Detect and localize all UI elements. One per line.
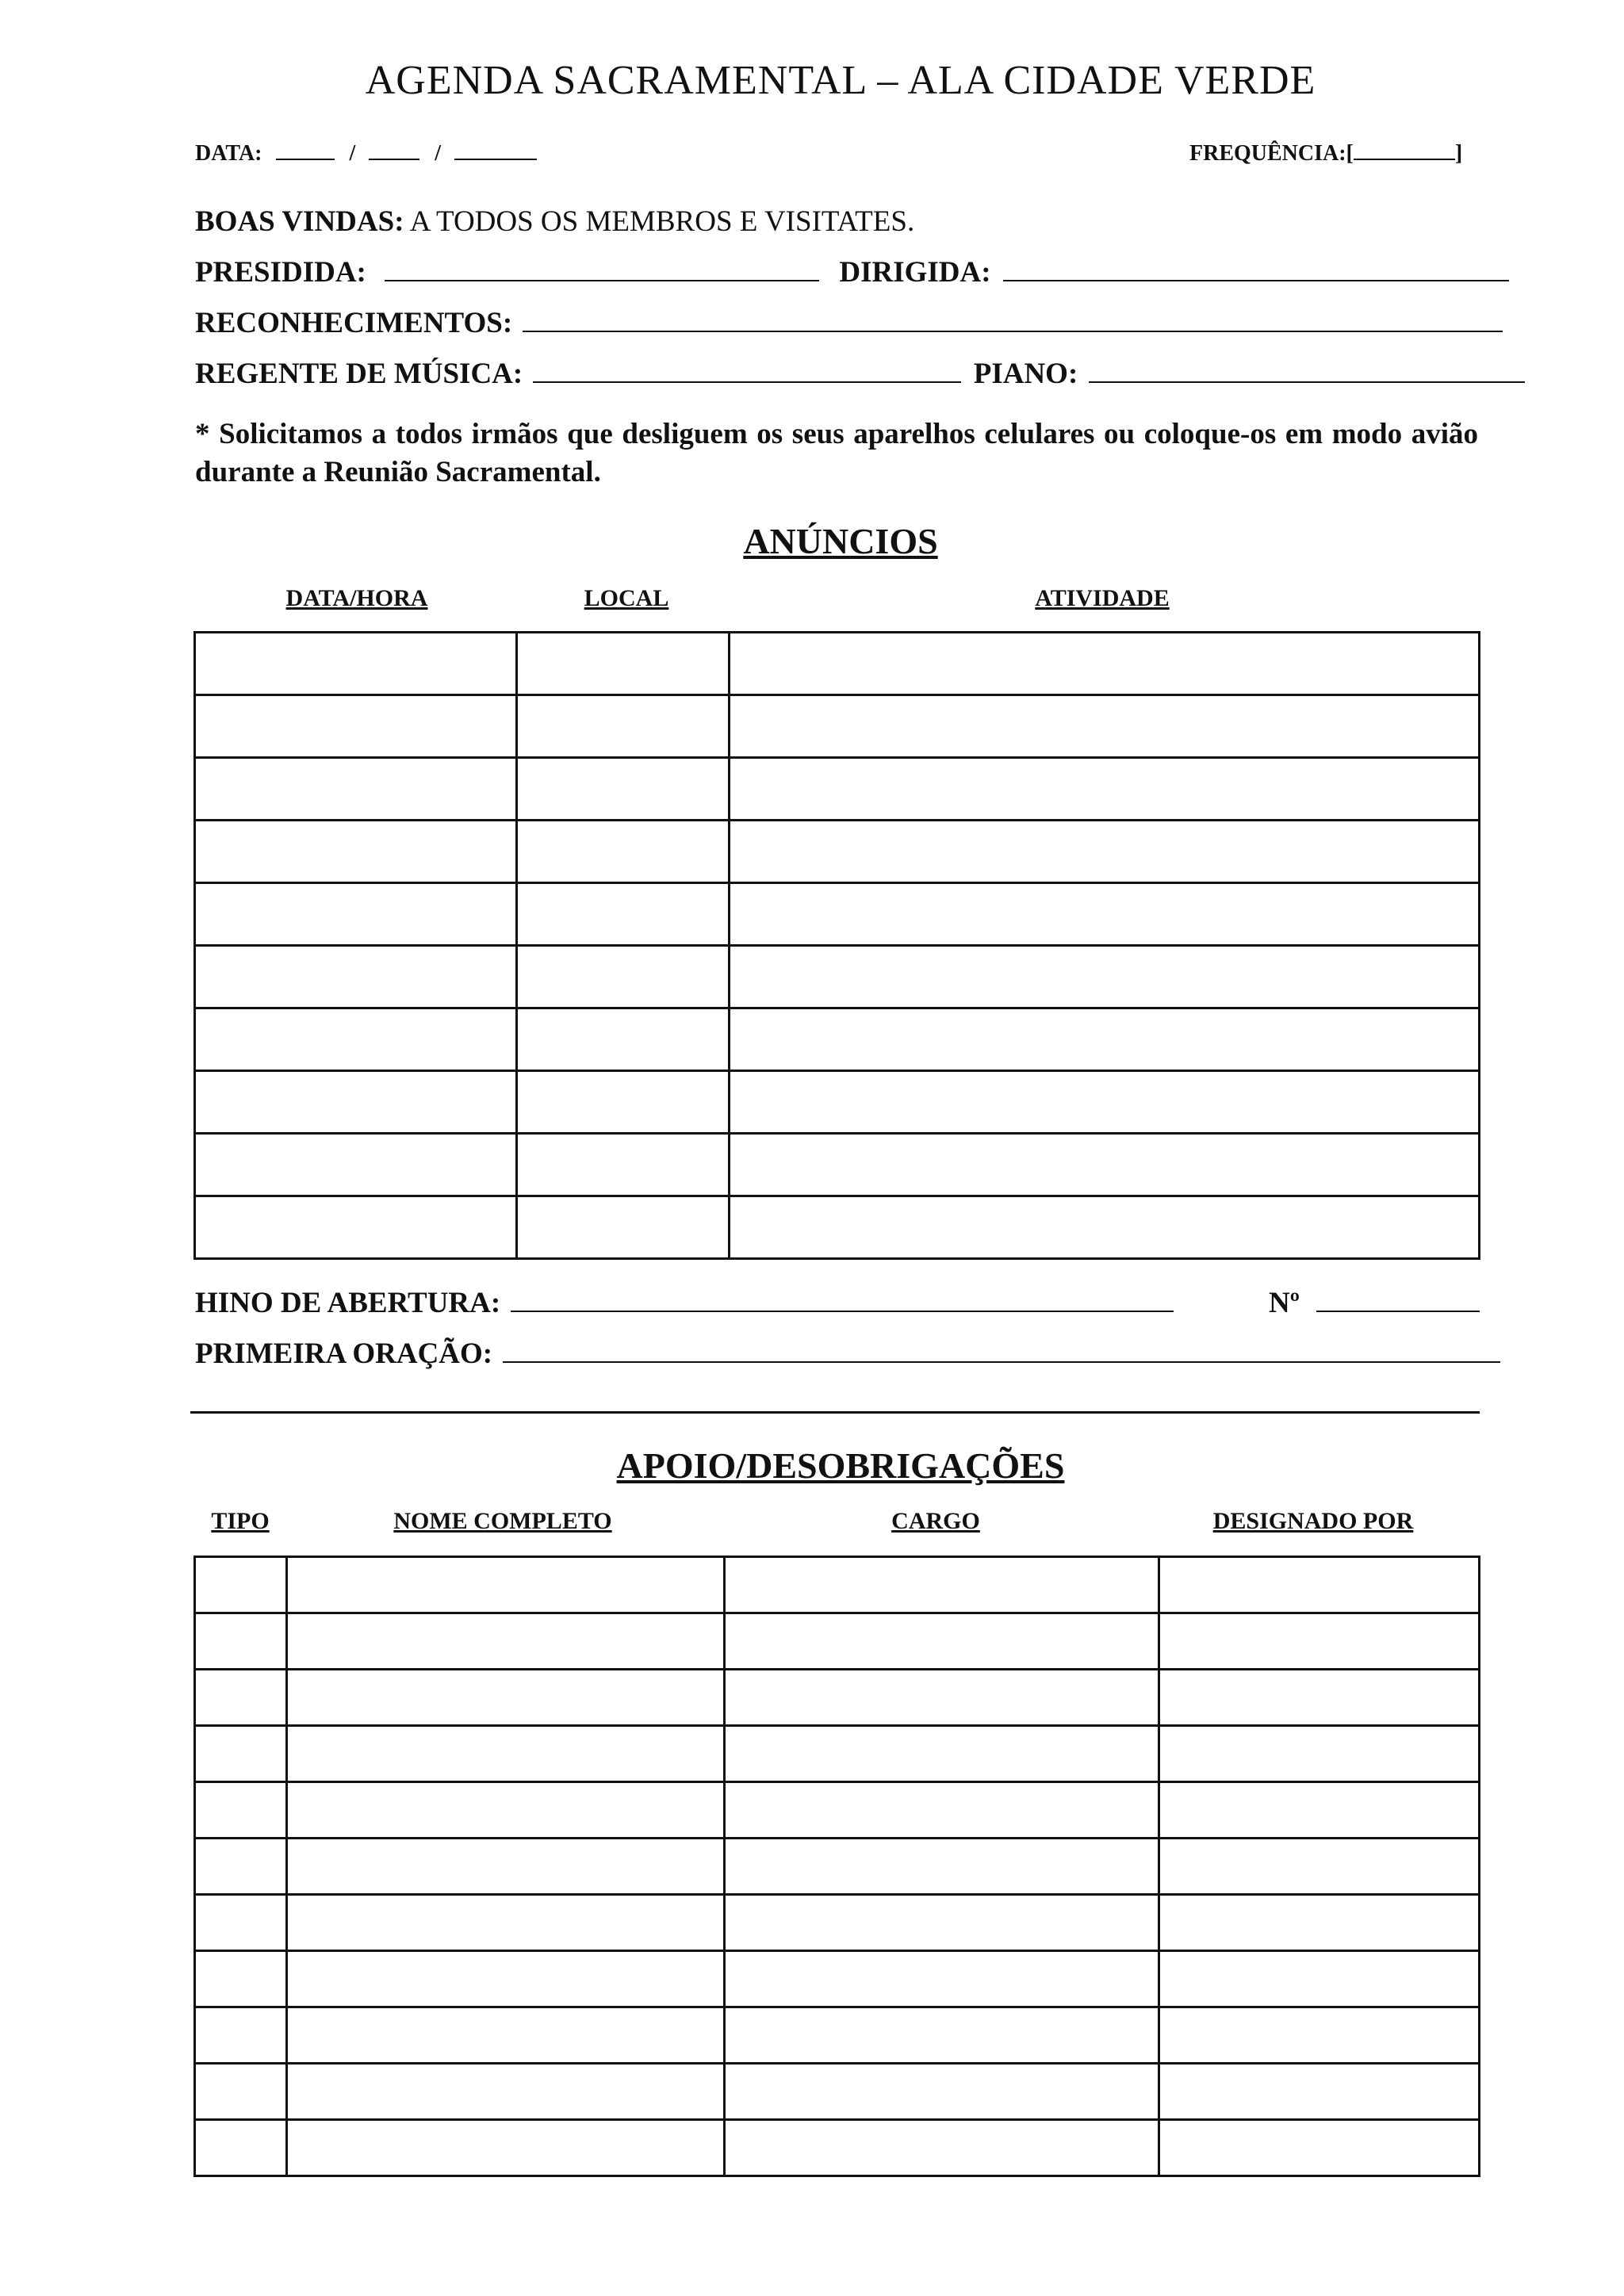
announcement-row — [195, 821, 1480, 883]
date-month-field[interactable] — [369, 158, 419, 160]
sustaining-cell[interactable] — [287, 1557, 725, 1613]
opening-hymn-line — [195, 1286, 1174, 1320]
sustaining-cell[interactable] — [725, 1726, 1159, 1782]
announcement-cell[interactable] — [195, 821, 517, 883]
recognitions-field[interactable] — [523, 330, 1503, 332]
sustaining-cell[interactable] — [287, 2120, 725, 2176]
announcement-cell[interactable] — [730, 1196, 1480, 1259]
sustaining-row — [195, 1726, 1480, 1782]
presided-field[interactable] — [385, 279, 819, 281]
announcement-cell[interactable] — [195, 883, 517, 946]
directed-field[interactable] — [1003, 279, 1509, 281]
sustaining-row — [195, 1895, 1480, 1951]
sustaining-cell[interactable] — [725, 1782, 1159, 1839]
announcement-cell[interactable] — [517, 758, 730, 821]
page-title: AGENDA SACRAMENTAL – ALA CIDADE VERDE — [365, 58, 1316, 103]
sustaining-cell[interactable] — [195, 1726, 287, 1782]
sustaining-cell[interactable] — [725, 1839, 1159, 1895]
welcome-line — [195, 205, 914, 239]
announcement-cell[interactable] — [517, 883, 730, 946]
announcement-cell[interactable] — [730, 1008, 1480, 1071]
music-leader-label: REGENTE DE MÚSICA: — [195, 358, 523, 390]
announcement-row — [195, 1008, 1480, 1071]
announcement-cell[interactable] — [195, 1071, 517, 1134]
sustaining-cell[interactable] — [195, 2007, 287, 2064]
sustaining-row — [195, 2064, 1480, 2120]
date-day-field[interactable] — [276, 158, 335, 160]
announcement-cell[interactable] — [730, 1134, 1480, 1196]
sustaining-row — [195, 1782, 1480, 1839]
announcement-cell[interactable] — [195, 1134, 517, 1196]
sustaining-cell[interactable] — [287, 2064, 725, 2120]
announcement-row — [195, 758, 1480, 821]
date-separator: / — [435, 141, 442, 166]
sustaining-cell[interactable] — [195, 1951, 287, 2007]
announcement-cell[interactable] — [517, 1196, 730, 1259]
sustaining-cell[interactable] — [1159, 2007, 1480, 2064]
announcement-cell[interactable] — [730, 633, 1480, 695]
piano-field[interactable] — [1089, 381, 1525, 383]
col-header-activity: ATIVIDADE — [1035, 585, 1170, 611]
announcement-row — [195, 1196, 1480, 1259]
sustaining-cell[interactable] — [1159, 1726, 1480, 1782]
phone-notice: * Solicitamos a todos irmãos que desliguem os seus aparelhos celulares ou coloque-os em modo avião durante a Reunião Sacramental. — [195, 418, 1478, 488]
sustaining-cell[interactable] — [195, 1782, 287, 1839]
sustaining-cell[interactable] — [725, 2120, 1159, 2176]
announcements-table — [193, 631, 1480, 1260]
sustaining-cell[interactable] — [287, 1782, 725, 1839]
sustaining-cell[interactable] — [287, 2007, 725, 2064]
hymn-number-field[interactable] — [1316, 1310, 1480, 1312]
sustaining-cell[interactable] — [725, 2064, 1159, 2120]
announcement-cell[interactable] — [730, 758, 1480, 821]
sustaining-table — [193, 1556, 1480, 2177]
col-header-full-name: NOME COMPLETO — [393, 1508, 612, 1534]
date-label: DATA: — [195, 141, 262, 166]
sustaining-cell[interactable] — [287, 1951, 725, 2007]
music-line — [195, 357, 1525, 391]
sustaining-cell[interactable] — [287, 1726, 725, 1782]
first-prayer-label: PRIMEIRA ORAÇÃO: — [195, 1337, 493, 1370]
col-header-assigned-by: DESIGNADO POR — [1212, 1508, 1414, 1534]
announcement-cell[interactable] — [517, 633, 730, 695]
recognitions-label: RECONHECIMENTOS: — [195, 307, 513, 339]
frequency-field[interactable] — [1354, 158, 1455, 160]
announcement-cell[interactable] — [517, 1134, 730, 1196]
date-row — [195, 141, 537, 166]
sustaining-cell[interactable] — [287, 1839, 725, 1895]
sustaining-cell[interactable] — [195, 1895, 287, 1951]
sustaining-row — [195, 1670, 1480, 1726]
announcement-cell[interactable] — [517, 946, 730, 1008]
announcement-cell[interactable] — [517, 1071, 730, 1134]
directed-label: DIRIGIDA: — [839, 256, 991, 289]
sustaining-cell[interactable] — [725, 1895, 1159, 1951]
announcement-cell[interactable] — [730, 821, 1480, 883]
frequency-row — [1189, 141, 1462, 166]
sustaining-cell[interactable] — [725, 1670, 1159, 1726]
sustaining-cell[interactable] — [195, 2064, 287, 2120]
sustaining-heading: APOIO/DESOBRIGAÇÕES — [616, 1445, 1065, 1486]
frequency-label: FREQUÊNCIA:[ — [1189, 141, 1354, 166]
sustaining-cell[interactable] — [195, 1839, 287, 1895]
col-header-calling: CARGO — [891, 1508, 980, 1534]
welcome-label: BOAS VINDAS: — [195, 205, 404, 238]
sustaining-cell[interactable] — [725, 1557, 1159, 1613]
opening-hymn-label: HINO DE ABERTURA: — [195, 1287, 501, 1319]
welcome-text: A TODOS OS MEMBROS E VISITATES. — [409, 205, 915, 238]
hymn-number-label: Nº — [1269, 1287, 1300, 1319]
sustaining-cell[interactable] — [195, 2120, 287, 2176]
hymn-number-line — [1269, 1286, 1480, 1320]
col-header-type: TIPO — [211, 1508, 270, 1534]
announcement-row — [195, 1134, 1480, 1196]
announcement-cell[interactable] — [195, 695, 517, 758]
music-leader-field[interactable] — [533, 381, 961, 383]
col-header-location: LOCAL — [584, 585, 669, 611]
sustaining-cell[interactable] — [287, 1613, 725, 1670]
sustaining-cell[interactable] — [195, 1670, 287, 1726]
frequency-close: ] — [1454, 141, 1463, 166]
announcements-heading: ANÚNCIOS — [743, 521, 938, 561]
sustaining-cell[interactable] — [287, 1670, 725, 1726]
sustaining-row — [195, 2120, 1480, 2176]
sustaining-cell[interactable] — [1159, 1782, 1480, 1839]
first-prayer-field[interactable] — [503, 1360, 1500, 1363]
announcement-cell[interactable] — [517, 695, 730, 758]
sustaining-row — [195, 1839, 1480, 1895]
sustaining-row — [195, 1557, 1480, 1613]
piano-label: PIANO: — [973, 358, 1078, 390]
announcement-row — [195, 1071, 1480, 1134]
recognitions-line — [195, 306, 1503, 340]
sustaining-cell[interactable] — [287, 1895, 725, 1951]
sustaining-cell[interactable] — [1159, 1951, 1480, 2007]
announcement-row — [195, 946, 1480, 1008]
sustaining-cell[interactable] — [1159, 2120, 1480, 2176]
announcement-cell[interactable] — [195, 633, 517, 695]
announcement-cell[interactable] — [730, 1071, 1480, 1134]
date-year-field[interactable] — [454, 158, 537, 160]
sustaining-cell[interactable] — [725, 2007, 1159, 2064]
sustaining-cell[interactable] — [1159, 1670, 1480, 1726]
presided-label: PRESIDIDA: — [195, 256, 366, 289]
announcement-cell[interactable] — [730, 883, 1480, 946]
announcement-cell[interactable] — [195, 946, 517, 1008]
sustaining-row — [195, 1613, 1480, 1670]
announcement-cell[interactable] — [730, 946, 1480, 1008]
announcement-cell[interactable] — [195, 758, 517, 821]
sustaining-cell[interactable] — [1159, 2064, 1480, 2120]
announcement-cell[interactable] — [517, 821, 730, 883]
date-separator: / — [349, 141, 356, 166]
sustaining-cell[interactable] — [1159, 1895, 1480, 1951]
sustaining-cell[interactable] — [1159, 1839, 1480, 1895]
sustaining-row — [195, 1951, 1480, 2007]
announcement-row — [195, 883, 1480, 946]
announcement-cell[interactable] — [195, 1196, 517, 1259]
sustaining-cell[interactable] — [1159, 1557, 1480, 1613]
announcement-cell[interactable] — [517, 1008, 730, 1071]
presided-line — [195, 255, 1509, 289]
first-prayer-line — [195, 1337, 1500, 1371]
announcement-row — [195, 633, 1480, 695]
announcement-cell[interactable] — [730, 695, 1480, 758]
sustaining-cell[interactable] — [725, 1613, 1159, 1670]
opening-hymn-field[interactable] — [511, 1310, 1174, 1312]
sustaining-cell[interactable] — [195, 1613, 287, 1670]
sustaining-cell[interactable] — [1159, 1613, 1480, 1670]
announcement-row — [195, 695, 1480, 758]
sustaining-cell[interactable] — [195, 1557, 287, 1613]
sustaining-row — [195, 2007, 1480, 2064]
announcement-cell[interactable] — [195, 1008, 517, 1071]
sustaining-cell[interactable] — [725, 1951, 1159, 2007]
col-header-datetime: DATA/HORA — [285, 585, 428, 611]
section-divider — [190, 1411, 1480, 1414]
